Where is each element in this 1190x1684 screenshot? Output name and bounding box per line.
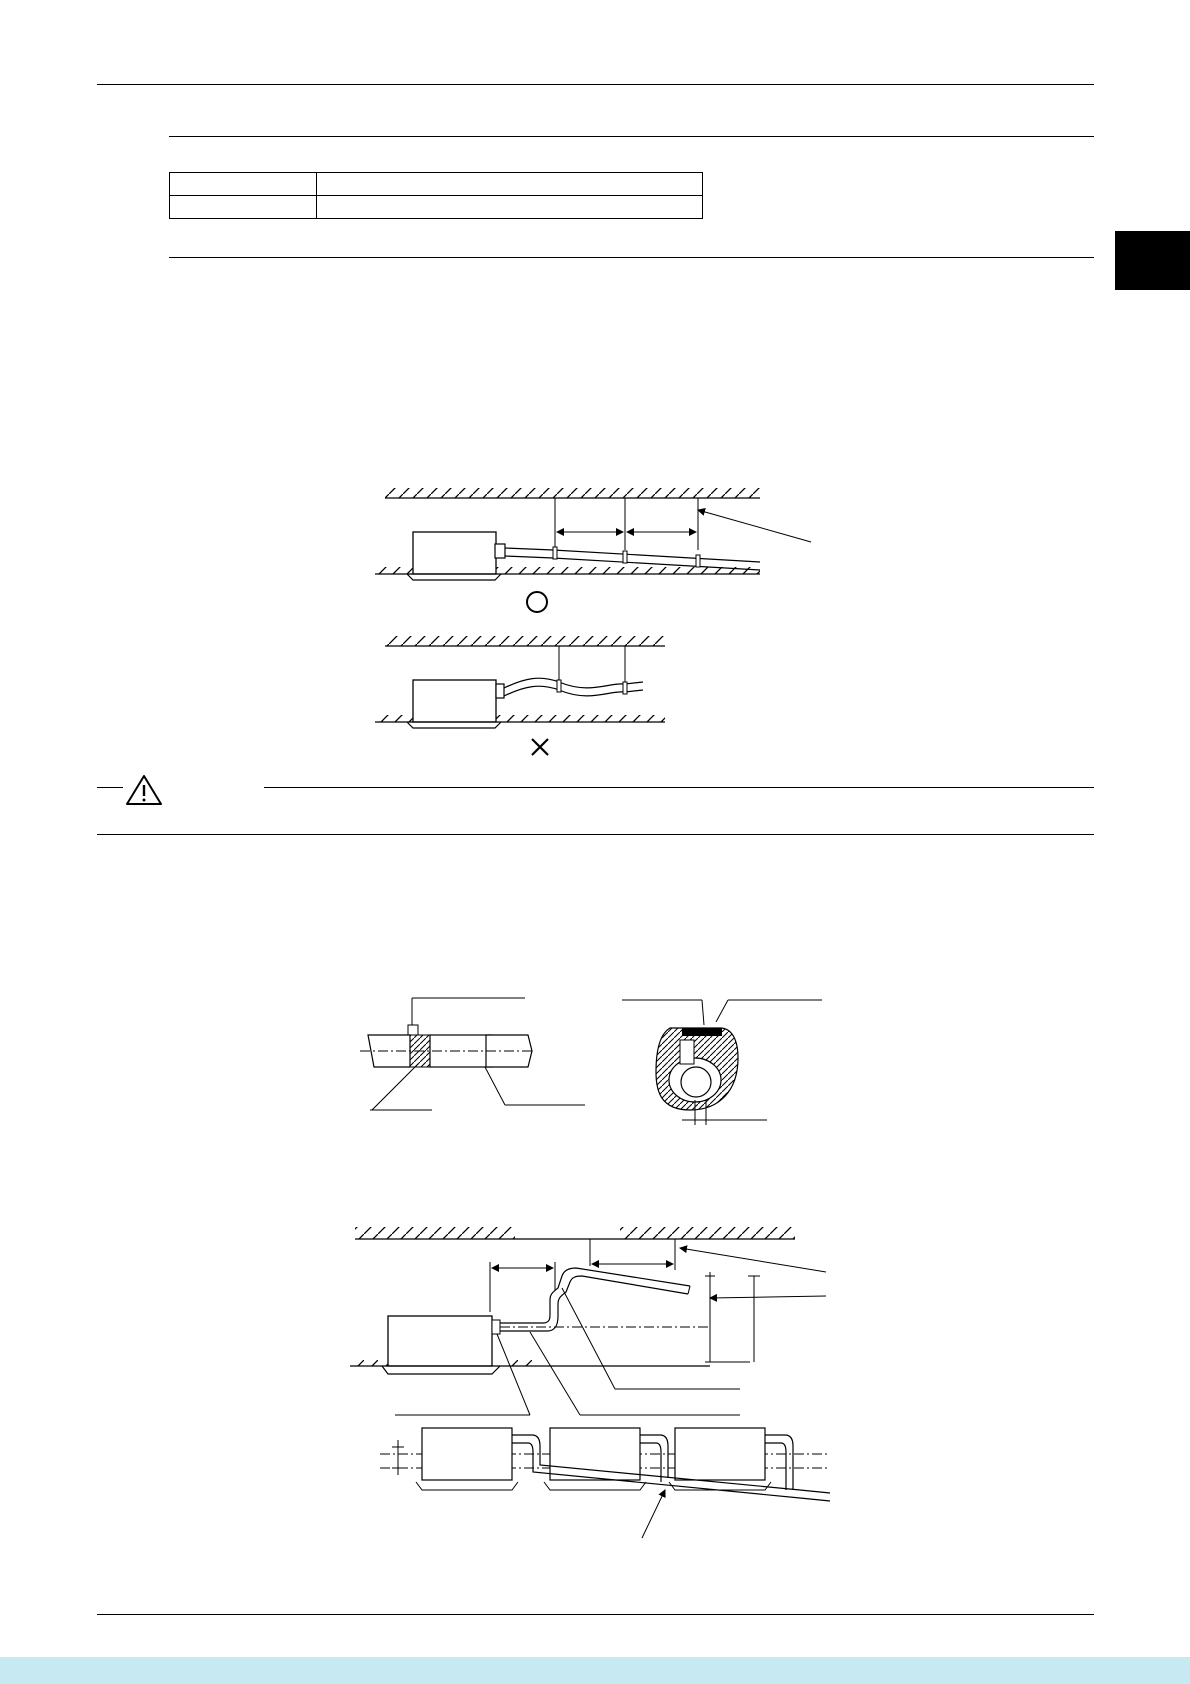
drain-pipe-layout-figure: [350, 1220, 850, 1430]
chapter-side-tab: [1115, 231, 1190, 290]
table-cell: [317, 173, 703, 196]
section-bottom-rule: [169, 257, 1094, 258]
insulation-detail-side-figure: [360, 990, 600, 1120]
insulation-detail-section-figure: [620, 990, 830, 1130]
footer-rule: [97, 1614, 1094, 1615]
ceiling-slab: [385, 488, 760, 498]
caution-rule-right: [264, 787, 1094, 788]
incorrect-mark-icon: [532, 739, 548, 755]
indoor-unit: [413, 680, 496, 722]
pipe-support-incorrect-figure: [375, 630, 675, 760]
multi-unit-drain-layout-figure: [380, 1420, 840, 1570]
ceiling-slab: [355, 1227, 515, 1239]
caution-rule-left: [97, 787, 123, 788]
header-rule: [97, 84, 1094, 85]
ceiling-board: [375, 567, 413, 574]
correct-mark-icon: [527, 592, 547, 612]
section-top-rule: [169, 136, 1094, 137]
table-cell: [170, 173, 317, 196]
indoor-unit: [388, 1316, 492, 1366]
table-cell: [317, 196, 703, 219]
indoor-unit: [416, 1428, 518, 1490]
table-row: [170, 173, 703, 196]
footer-band: [0, 1657, 1190, 1684]
indoor-unit: [413, 532, 496, 574]
table-cell: [170, 196, 317, 219]
ceiling-slab: [385, 636, 665, 646]
table-row: [170, 196, 703, 219]
indoor-unit: [669, 1428, 771, 1490]
spec-table: [169, 172, 703, 219]
pipe-support-correct-figure: [375, 480, 825, 615]
indoor-unit: [544, 1428, 646, 1490]
warning-triangle-icon: [124, 773, 164, 807]
caution-bottom-rule: [97, 834, 1094, 835]
